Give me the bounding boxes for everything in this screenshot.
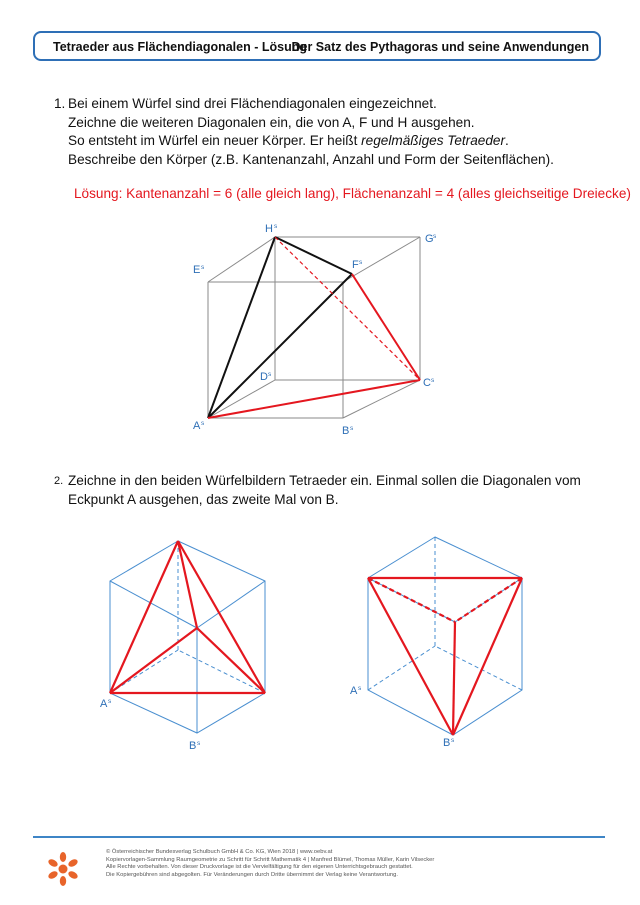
label-C: C xyxy=(423,377,431,389)
solution-text: Lösung: Kantenanzahl = 6 (alle gleich lang), Flächenanzahl = 4 (alles gleichseitige Dreiecke) xyxy=(74,186,631,201)
label-E: E xyxy=(193,264,201,276)
label-D: D xyxy=(260,371,268,383)
worksheet-title: Tetraeder aus Flächendiagonalen - Lösung xyxy=(53,40,307,54)
task-1-line-4: Beschreibe den Körper (z.B. Kantenanzahl, Anzahl und Form der Seitenflächen). xyxy=(68,151,554,167)
task-1-line-3: So entsteht im Würfel ein neuer Körper. Er heißt regelmäßiges Tetraeder. xyxy=(68,133,509,148)
footer-text xyxy=(106,849,434,879)
figure-1-cube xyxy=(193,223,437,437)
task-2-number: 2. xyxy=(54,475,64,487)
footer-rule xyxy=(33,836,605,838)
footer-line-2: Kopiervorlagen-Sammlung Raumgeometrie zu Schritt für Schritt Mathematik 4 | Manfred Blümel, Thomas Müller, Karin Vilsecker xyxy=(106,856,435,863)
publisher-logo-icon xyxy=(48,852,78,886)
label-B-fig2: B xyxy=(189,740,197,752)
task-1-line-1: Bei einem Würfel sind drei Flächendiagonalen eingezeichnet. xyxy=(68,96,437,111)
svg-text:s: s xyxy=(350,425,354,432)
label-A: A xyxy=(193,420,201,432)
footer-line-4: Die Kopiergebühren sind abgegolten. Für Veränderungen durch Dritte übernimmt der Verlag keine Verantwortung. xyxy=(106,871,398,878)
svg-text:s: s xyxy=(201,420,205,427)
svg-text:s: s xyxy=(451,737,455,744)
label-F: F xyxy=(352,259,359,271)
label-G: G xyxy=(425,233,434,245)
svg-text:s: s xyxy=(108,698,112,705)
label-A-fig3: A xyxy=(350,685,358,697)
label-B: B xyxy=(342,425,350,437)
svg-text:s: s xyxy=(433,233,437,240)
svg-text:s: s xyxy=(358,685,362,692)
figure-2-cube xyxy=(100,541,265,752)
task-2-line-1: Zeichne in den beiden Würfelbildern Tetraeder ein. Einmal sollen die Diagonalen vom xyxy=(68,473,581,488)
figure-3-cube xyxy=(350,537,522,749)
svg-text:s: s xyxy=(274,223,278,230)
svg-text:s: s xyxy=(268,371,272,378)
task-2-line-2: Eckpunkt A ausgehen, das zweite Mal von B. xyxy=(68,491,339,507)
svg-text:s: s xyxy=(431,377,435,384)
footer-line-3: Alle Rechte vorbehalten. Von dieser Druckvorlage ist die Vervielfältigung für den eigenen Unterrichtsgebrauch gestattet. xyxy=(106,864,413,871)
label-A-fig2: A xyxy=(100,698,108,710)
svg-text:s: s xyxy=(359,259,363,266)
chapter-title: Der Satz des Pythagoras und seine Anwendungen xyxy=(291,40,589,54)
footer-line-1: © Österreichischer Bundesverlag Schulbuch GmbH & Co. KG, Wien 2018 | www.oebv.at xyxy=(106,849,333,855)
task-1-number: 1. xyxy=(54,96,66,111)
task-1-line-2: Zeichne die weiteren Diagonalen ein, die von A, F und H ausgehen. xyxy=(68,114,475,130)
svg-text:s: s xyxy=(197,740,201,747)
tetraeder-term: regelmäßiges Tetraeder xyxy=(361,133,505,148)
label-B-fig3: B xyxy=(443,737,451,749)
label-H: H xyxy=(265,223,273,235)
svg-text:s: s xyxy=(201,264,205,271)
